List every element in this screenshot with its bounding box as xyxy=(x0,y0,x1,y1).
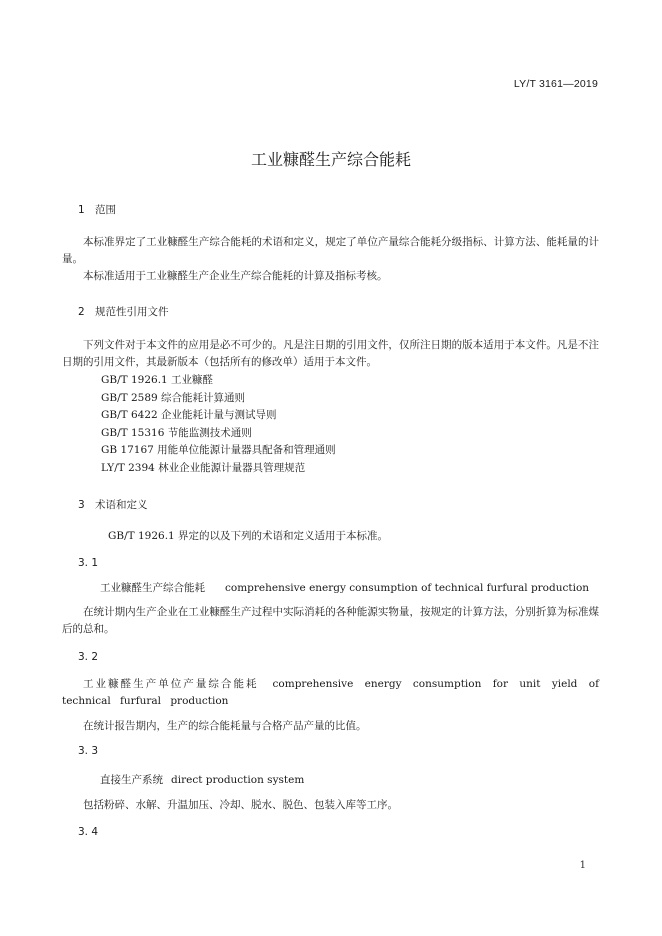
term-chinese: 工业糠醛生产单位产量综合能耗 xyxy=(83,678,259,690)
term-entry xyxy=(100,580,599,597)
paragraph: 下列文件对于本文件的应用是必不可少的。凡是注日期的引用文件，仅所注日期的版本适用于本文件。凡是不注日期的引用文件，其最新版本（包括所有的修改单）适用于本文件。 xyxy=(62,339,599,368)
paragraph: GB/T 1926.1 界定的以及下列的术语和定义适用于本标准。 xyxy=(108,530,389,542)
reference-item: GB/T 6422 企业能耗计量与测试导则 xyxy=(101,409,277,421)
reference-item: GB/T 2589 综合能耗计算通则 xyxy=(101,391,246,404)
term-chinese: 直接生产系统 xyxy=(100,774,163,786)
section-number: 3 xyxy=(78,499,85,511)
page-number: 1 xyxy=(579,860,586,871)
section-number: 1 xyxy=(78,204,85,216)
term-entry xyxy=(100,772,599,789)
section-1-heading xyxy=(78,202,116,217)
term-definition: 在统计期内生产企业在工业糠醛生产过程中实际消耗的各种能源实物量，按规定的计算方法，分别折算为标准煤后的总和。 xyxy=(62,606,599,635)
term-english: comprehensive energy consumption of technical furfural production xyxy=(225,582,590,594)
section-title: 范围 xyxy=(95,204,116,216)
reference-item: GB/T 15316 节能监测技术通则 xyxy=(101,426,252,439)
clause-number: 3. 2 xyxy=(78,651,99,663)
section-title: 术语和定义 xyxy=(95,499,148,511)
document-code: LY/T 3161—2019 xyxy=(513,78,598,90)
term-chinese: 工业糠醛生产综合能耗 xyxy=(100,582,205,594)
paragraph: 本标准适用于工业糠醛生产企业生产综合能耗的计算及指标考核。 xyxy=(83,270,388,282)
term-english: comprehensive energy consumption for unit yield of technical furfural production xyxy=(62,678,599,707)
clause-number: 3. 1 xyxy=(78,557,99,569)
reference-item: LY/T 2394 林业企业能源计量器具管理规范 xyxy=(101,461,306,474)
clause-number: 3. 4 xyxy=(78,826,99,838)
reference-item: GB 17167 用能单位能源计量器具配备和管理通则 xyxy=(101,444,336,456)
section-number: 2 xyxy=(78,306,85,318)
section-3-heading xyxy=(78,497,148,512)
paragraph: 本标准界定了工业糠醛生产综合能耗的术语和定义，规定了单位产量综合能耗分级指标、计算方法、能耗量的计量。 xyxy=(62,236,599,265)
section-2-heading xyxy=(78,304,169,319)
term-definition: 在统计报告期内，生产的综合能耗量与合格产品产量的比值。 xyxy=(83,720,367,732)
reference-list xyxy=(101,372,336,477)
clause-number: 3. 3 xyxy=(78,745,99,757)
term-definition: 包括粉碎、水解、升温加压、冷却、脱水、脱色、包装入库等工序。 xyxy=(83,799,398,811)
document-title: 工业糠醛生产综合能耗 xyxy=(250,150,411,169)
reference-item: GB/T 1926.1 工业糠醛 xyxy=(101,374,214,386)
section-title: 规范性引用文件 xyxy=(95,306,169,318)
term-english: direct production system xyxy=(171,774,305,786)
term-entry xyxy=(62,676,599,710)
